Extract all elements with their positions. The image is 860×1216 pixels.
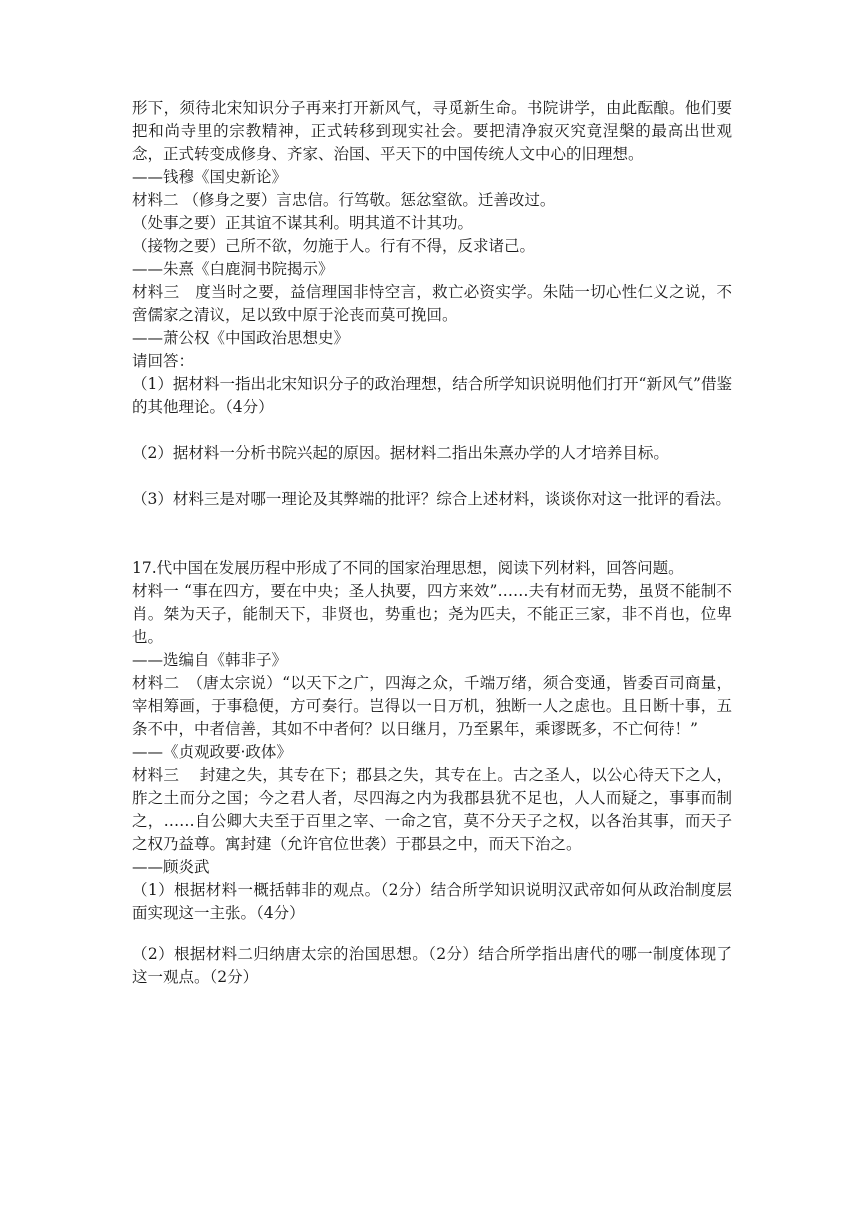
answer-space — [132, 419, 732, 442]
q16-question-3: （3）材料三是对哪一理论及其弊端的批评？综合上述材料，谈谈你对这一批评的看法。 — [132, 490, 731, 508]
document-body — [132, 97, 732, 989]
q17-source-2: ——《贞观政要·政体》 — [132, 743, 292, 761]
q17-material-3: 材料三 封建之失，其专在下；郡县之失，其专在上。古之圣人，以公心待天下之人，胙之土而分之国；今之君人者，尽四海之内为我郡县犹不足也，人人而疑之，事事而制之，……自公卿大夫至于百里之宰、一命之官，莫不分天子之权，以各治其事，而天子之权乃益尊。寓封建（允许官位世袭）于郡县之中，而天下治之。 — [132, 766, 732, 853]
q16-intro-paragraph: 形下，须待北宋知识分子再来打开新风气，寻觅新生命。书院讲学，由此酝酿。他们要把和尚寺里的宗教精神，正式转移到现实社会。要把清净寂灭究竟涅槃的最高出世观念，正式转变成修身、齐家、治国、平天下的中国传统人文中心的旧理想。 — [132, 99, 732, 163]
q17-source-3: ——顾炎武 — [132, 858, 210, 876]
answer-space — [132, 925, 732, 943]
q16-prompt: 请回答： — [132, 352, 195, 370]
q16-material-2-line-1: 材料二 （修身之要）言忠信。行笃敬。惩忿窒欲。迁善改过。 — [132, 191, 556, 209]
q17-source-1: ——选编自《韩非子》 — [132, 651, 288, 669]
q16-source-2: ——朱熹《白鹿洞书院揭示》 — [132, 260, 334, 278]
q16-source-1: ——钱穆《国史新论》 — [132, 168, 288, 186]
q16-source-3: ——萧公权《中国政治思想史》 — [132, 329, 350, 347]
q17-question-1: （1）根据材料一概括韩非的观点。（2分）结合所学知识说明汉武帝如何从政治制度层面实现这一主张。（4分） — [132, 881, 732, 922]
q17-material-1: 材料一 “事在四方，要在中央；圣人执要，四方来效”……夫有材而无势，虽贤不能制不肖。桀为天子，能制天下，非贤也，势重也；尧为匹夫，不能正三家，非不肖也，位卑也。 — [132, 582, 732, 646]
answer-space — [132, 465, 732, 488]
q17-stem: 17.代中国在发展历程中形成了不同的国家治理思想，阅读下列材料，回答问题。 — [132, 559, 684, 577]
q17-question-2: （2）根据材料二归纳唐太宗的治国思想。（2分）结合所学指出唐代的哪一制度体现了这一观点。（2分） — [132, 945, 732, 986]
answer-space — [132, 511, 732, 557]
q16-material-2-line-2: （处事之要）正其谊不谋其利。明其道不计其功。 — [132, 214, 474, 232]
q17-material-2: 材料二 （唐太宗说）“以天下之广，四海之众，千端万绪，须合变通，皆委百司商量，宰相筹画，于事稳便，方可奏行。岂得以一日万机，独断一人之虑也。且日断十事，五条不中，中者信善，其如不中者何？以日继月，乃至累年，乘谬既多，不亡何待！” — [132, 674, 732, 738]
q16-material-3: 材料三 度当时之要，益信理国非恃空言，救亡必资实学。朱陆一切心性仁义之说，不啻儒家之清议，足以致中原于沦丧而莫可挽回。 — [132, 283, 732, 324]
q16-question-1: （1）据材料一指出北宋知识分子的政治理想，结合所学知识说明他们打开“新风气”借鉴的其他理论。（4分） — [132, 375, 732, 416]
q16-material-2-line-3: （接物之要）己所不欲，勿施于人。行有不得，反求诸己。 — [132, 237, 536, 255]
q16-question-2: （2）据材料一分析书院兴起的原因。据材料二指出朱熹办学的人才培养目标。 — [132, 444, 669, 462]
